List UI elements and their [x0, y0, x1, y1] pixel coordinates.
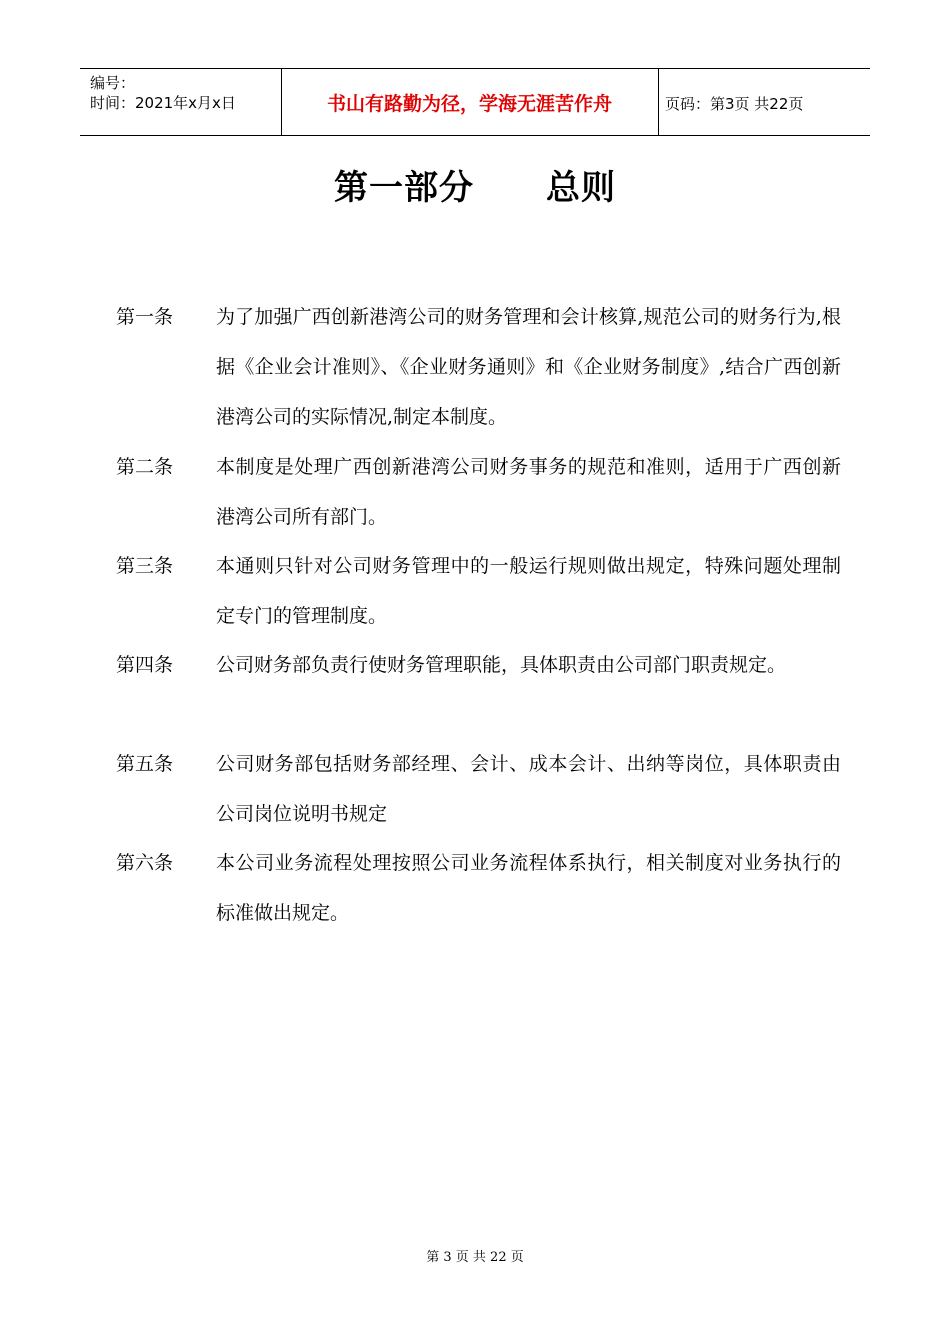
article-label: 第五条	[116, 753, 174, 775]
article-label: 第二条	[116, 456, 174, 478]
section-name: 总则	[546, 168, 616, 208]
header-page-info: 页码：第3页 共22页	[665, 95, 804, 113]
section-part: 第一部分	[334, 168, 474, 208]
article-text: 为了加强广西创新港湾公司的财务管理和会计核算,规范公司的财务行为,根据《企业会计准则》、《企业财务通则》和《企业财务制度》,结合广西创新港湾公司的实际情况,制定本制度。	[216, 306, 841, 428]
article-text: 本制度是处理广西创新港湾公司财务事务的规范和准则，适用于广西创新港湾公司所有部门。	[216, 456, 841, 528]
header-divider-right	[658, 69, 659, 135]
article-label: 第四条	[116, 654, 174, 676]
document-number-label: 编号：	[90, 74, 136, 92]
document-date-label: 时间：2021年x月x日	[90, 94, 236, 112]
article-text: 本通则只针对公司财务管理中的一般运行规则做出规定，特殊问题处理制定专门的管理制度。	[216, 555, 841, 627]
page-header	[80, 68, 870, 136]
article-label: 第三条	[116, 555, 174, 577]
header-motto: 书山有路勤为径，学海无涯苦作舟	[326, 92, 612, 115]
article-label: 第一条	[116, 306, 174, 328]
page-footer: 第 3 页 共 22 页	[426, 1250, 524, 1265]
header-meta	[90, 73, 236, 113]
section-title	[0, 160, 950, 209]
article-text: 公司财务部负责行使财务管理职能，具体职责由公司部门职责规定。	[216, 654, 787, 676]
article-text: 本公司业务流程处理按照公司业务流程体系执行，相关制度对业务执行的标准做出规定。	[216, 852, 841, 924]
article-text: 公司财务部包括财务部经理、会计、成本会计、出纳等岗位，具体职责由公司岗位说明书规定	[216, 753, 841, 825]
article-label: 第六条	[116, 852, 174, 874]
